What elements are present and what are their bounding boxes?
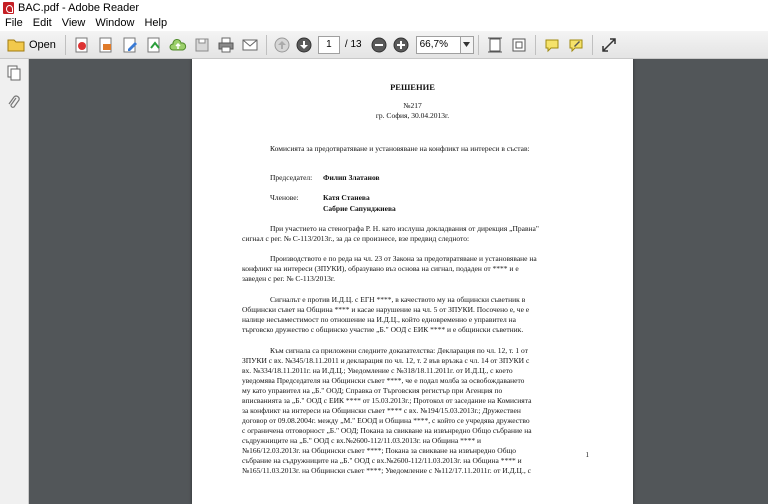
paragraph-line: с ограничена отговорност „Б." ООД; Покана за свикване на извънредно Общо събрание на — [242, 426, 532, 435]
document-heading: РЕШЕНИЕ — [390, 82, 435, 92]
paragraph-line: налице несъвместимост по отношение на И.Д.Ц., който едновременно е управител на — [242, 315, 516, 324]
paragraph-line: Производството е по реда на чл. 23 от Закона за предотвратяване и установяване на — [270, 254, 537, 263]
toolbar-separator — [592, 35, 593, 55]
paragraph-line: №166/12.03.2013г. на Общински съвет ****; Покана за свикване на извънредно Общо — [242, 446, 517, 455]
paragraph-line: уведомява Председателя на Общински съвет ****, че е подал молба за освобождаването — [242, 376, 525, 385]
menu-edit[interactable]: Edit — [32, 17, 52, 29]
open-button[interactable] — [1, 34, 60, 55]
paragraph-line: конфликт на интереси (ЗПУКИ), образувано въз основа на сигнал, подаден от **** и е — [242, 264, 519, 273]
member-name: Сабрие Сапунджиева — [323, 204, 396, 213]
decision-number: №217 — [403, 101, 422, 110]
member-name: Катя Станева — [323, 193, 370, 202]
fit-window-button[interactable] — [508, 34, 530, 55]
paragraph-line: №165/11.03.2013г. на Общински съвет ****; Уведомление с №112/17.11.2011г. от И.Д.Ц., с — [242, 466, 531, 475]
chair-label: Председател: — [270, 173, 313, 182]
share-icon — [145, 36, 163, 54]
open-label: Open — [29, 38, 56, 51]
document-viewer[interactable] — [29, 59, 768, 504]
adobe-reader-icon — [3, 2, 14, 14]
zoom-out-button[interactable] — [369, 34, 389, 55]
window-title: BAC.pdf - Adobe Reader — [18, 1, 140, 14]
menu-help[interactable]: Help — [144, 17, 168, 29]
save-icon — [193, 36, 211, 54]
create-pdf-icon — [73, 36, 91, 54]
paragraph-line: търговско дружество с общинско участие „Б." ООД с ЕИК **** и е общински съветник. — [242, 325, 524, 334]
paperclip-icon — [7, 95, 21, 111]
page-thumbnails-button[interactable] — [7, 65, 21, 84]
read-mode-button[interactable] — [598, 34, 620, 55]
menu-window[interactable]: Window — [95, 17, 135, 29]
upload-button[interactable] — [167, 34, 189, 55]
page-number-input[interactable]: 1 — [318, 36, 340, 54]
zoom-in-icon — [393, 37, 409, 53]
arrow-up-icon — [274, 37, 290, 53]
cloud-upload-icon — [169, 36, 187, 54]
composition-line: Комисията за предотвратяване и установяване на конфликт на интереси в състав: — [270, 144, 530, 153]
share-button[interactable] — [143, 34, 165, 55]
previous-page-button[interactable] — [272, 34, 292, 55]
print-button[interactable] — [215, 34, 237, 55]
paragraph-line: Сигналът е против И.Д.Ц. с ЕГН ****, в качеството му на общински съветник в — [270, 295, 526, 304]
next-page-button[interactable] — [294, 34, 314, 55]
paragraph-line: договор от 09.08.2004г. между „М." ЕООД и Община ****, с който се учредява дружество — [242, 416, 530, 425]
paragraph-line: Общински съвет на Община **** и касае нарушение на чл. 5 от ЗПУКИ. Посочено е, че е — [242, 305, 530, 314]
comment-icon — [544, 37, 560, 53]
toolbar-separator — [478, 35, 479, 55]
paragraph-line: събрание на съдружниците на „Б." ООД с вх.№2600-112/11.03.2013г. на Община **** и — [242, 456, 522, 465]
paragraph-line: заведен с рег. № С-113/2013г. — [242, 274, 336, 283]
pdf-page — [192, 59, 633, 504]
email-button[interactable] — [239, 34, 261, 55]
expand-icon — [601, 37, 617, 53]
chair-name: Филип Златанов — [323, 173, 380, 182]
fit-page-icon — [511, 37, 527, 53]
paragraph-line: ЗПУКИ с вх. №345/18.11.2011 и декларация по чл. 12, т. 2 във връзка с чл. 14 от ЗПУКИ с — [242, 356, 530, 365]
page-count: / 13 — [344, 39, 362, 50]
zoom-out-icon — [371, 37, 387, 53]
paragraph-line: съдружниците на „Б." ООД с вх.№2600-112/11.03.2013г. на Община **** и — [242, 436, 482, 445]
toolbar — [0, 31, 768, 59]
zoom-dropdown-button[interactable] — [461, 36, 474, 54]
envelope-icon — [241, 36, 259, 54]
paragraph-line: Към сигнала са приложени следните доказателства: Декларация по чл. 12, т. 1 от — [270, 346, 528, 355]
comment-button[interactable] — [541, 34, 563, 55]
zoom-level-input[interactable]: 66,7% — [416, 36, 461, 54]
fit-page-button[interactable] — [484, 34, 506, 55]
attachments-button[interactable] — [7, 95, 21, 114]
toolbar-separator — [65, 35, 66, 55]
members-label: Членове: — [270, 193, 299, 202]
paragraph-line: за конфликт на интереси на Общински съвет **** с вх. №194/15.03.2013г.; Дружествен — [242, 406, 521, 415]
highlight-button[interactable] — [565, 34, 587, 55]
pages-icon — [7, 65, 21, 81]
paragraph-line: сигнал с рег. № С-113/2013г., за да се произнесе, взе предвид следното: — [242, 234, 470, 243]
paragraph-line: му като управител на „Б." ООД; Справка от Търговския регистър при Агенция по — [242, 386, 503, 395]
menu-file[interactable]: File — [5, 17, 23, 29]
arrow-down-icon — [296, 37, 312, 53]
menu-bar — [0, 15, 768, 31]
zoom-in-button[interactable] — [391, 34, 411, 55]
toolbar-separator — [266, 35, 267, 55]
paragraph-line: При участието на стенографа Р. Н. като изслуша докладвания от дирекция „Правна" — [270, 224, 539, 233]
place-and-date: гр. София, 30.04.2013г. — [375, 111, 450, 120]
printer-icon — [217, 36, 235, 54]
toolbar-separator — [535, 35, 536, 55]
title-bar — [0, 0, 768, 15]
highlighter-icon — [568, 37, 584, 53]
folder-icon — [7, 37, 25, 52]
fit-width-icon — [487, 37, 503, 53]
create-pdf-button[interactable] — [71, 34, 93, 55]
page-number: 1 — [585, 451, 589, 459]
paragraph-line: вх. №334/18.11.2011г. на И.Д.Ц.; Уведомление с №318/18.11.2011г. от И.Д.Ц., с което — [242, 366, 513, 375]
chevron-down-icon — [463, 42, 470, 47]
convert-button[interactable] — [95, 34, 117, 55]
edit-document-icon — [121, 36, 139, 54]
edit-pdf-button[interactable] — [119, 34, 141, 55]
convert-icon — [97, 36, 115, 54]
menu-view[interactable]: View — [61, 17, 86, 29]
save-button[interactable] — [191, 34, 213, 55]
paragraph-line: вписванията за „Б." ООД с ЕИК **** от 15.03.2013г.; Протокол от заседание на Комисията — [242, 396, 532, 405]
navigation-pane — [0, 59, 29, 504]
